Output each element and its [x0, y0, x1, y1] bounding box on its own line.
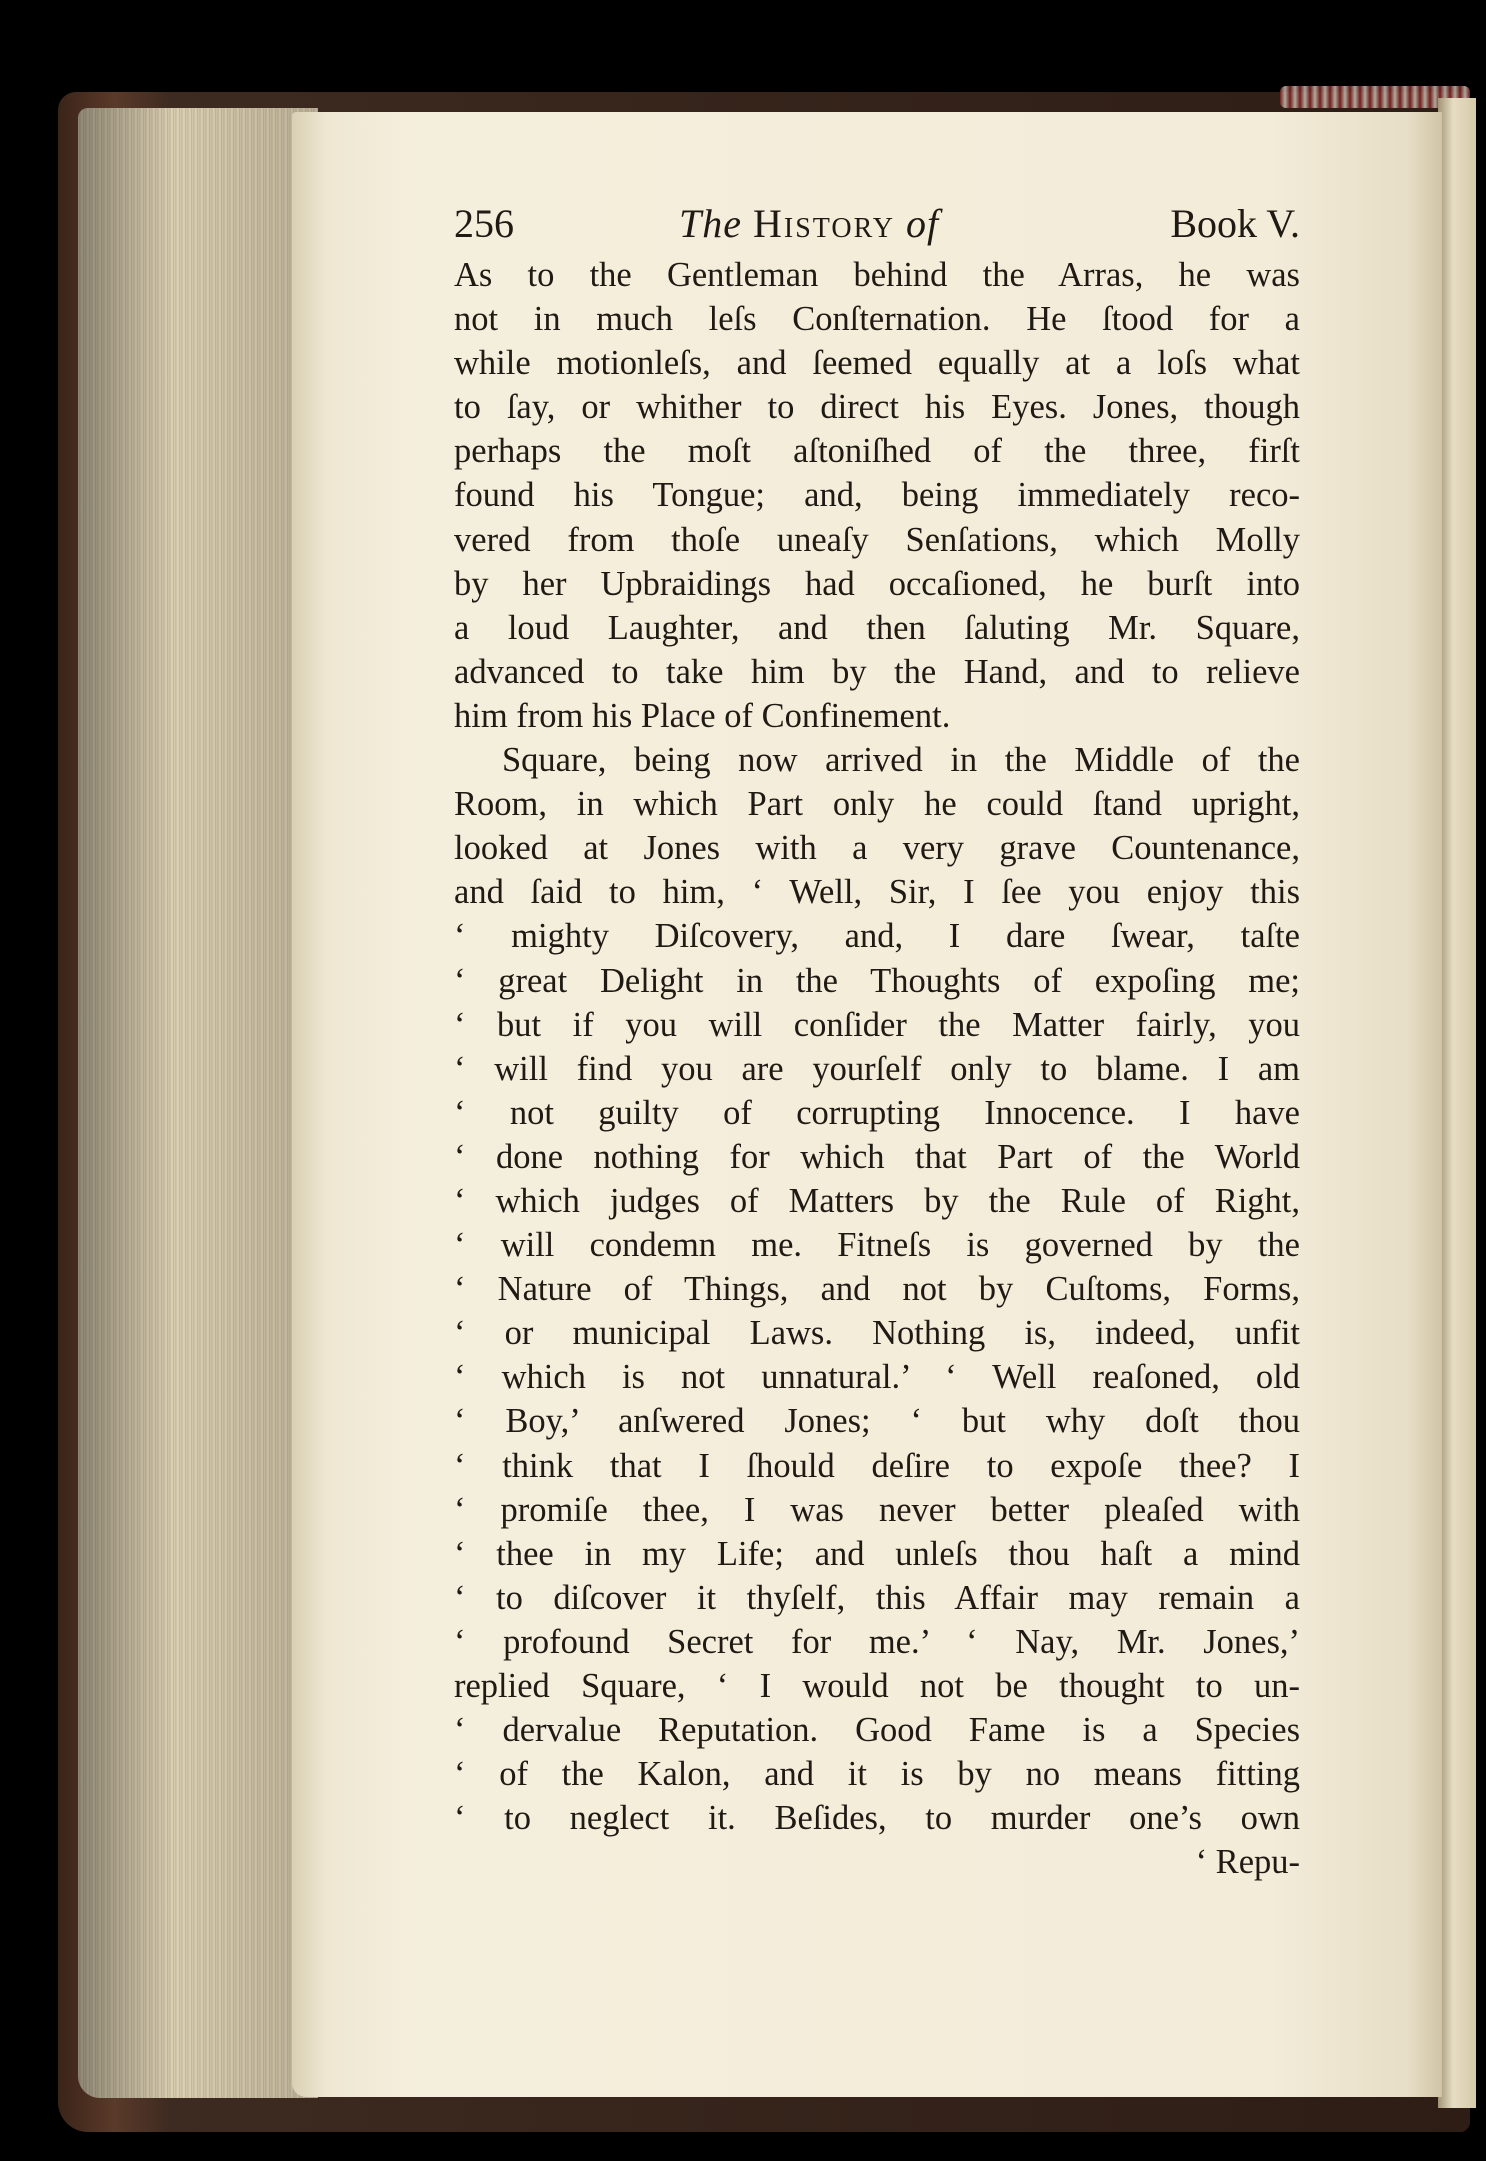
text-line: ‘ will find you are yourſelf only to blame. I am — [454, 1049, 1300, 1088]
text-line: ‘ of the Kalon, and it is by no means fitting — [454, 1755, 1300, 1794]
text-line: perhaps the moſt aſtoniſhed of the three, firſt — [454, 432, 1300, 471]
text-line: ‘ great Delight in the Thoughts of expoſing me; — [454, 961, 1300, 1000]
text-line: and ſaid to him, ‘ Well, Sir, I ſee you enjoy this — [454, 873, 1300, 912]
text-line: ‘ done nothing for which that Part of the World — [454, 1137, 1300, 1176]
text-line: ‘ not guilty of corrupting Innocence. I have — [454, 1093, 1300, 1132]
text-line: him from his Place of Confinement. — [454, 696, 951, 735]
text-line: ‘ which judges of Matters by the Rule of Right, — [454, 1181, 1300, 1220]
text-line: ‘ profound Secret for me.’ ‘ Nay, Mr. Jones,’ — [454, 1622, 1300, 1661]
body-text — [454, 253, 1300, 1884]
text-line: ‘ or municipal Laws. Nothing is, indeed, unfit — [454, 1314, 1300, 1353]
page-text-block — [454, 195, 1300, 1884]
running-title — [679, 195, 939, 253]
text-line: advanced to take him by the Hand, and to relieve — [454, 652, 1300, 691]
text-line: ‘ Nature of Things, and not by Cuſtoms, Forms, — [454, 1270, 1300, 1309]
facing-page-edge — [1438, 98, 1476, 2108]
page-number: 256 — [454, 201, 514, 246]
fore-edge-shadow — [78, 108, 318, 2098]
text-line: ‘ think that I ſhould deſire to expoſe thee? I — [454, 1446, 1300, 1485]
running-head — [454, 195, 1300, 253]
text-line: found his Tongue; and, being immediately reco- — [454, 476, 1300, 515]
running-title-main: History — [753, 201, 895, 246]
text-line: ‘ promiſe thee, I was never better pleaſed with — [454, 1490, 1300, 1529]
text-line: not in much leſs Conſternation. He ſtood for a — [454, 300, 1300, 339]
text-line: replied Square, ‘ I would not be thought to un- — [454, 1667, 1300, 1705]
text-line: a loud Laughter, and then ſaluting Mr. Square, — [454, 608, 1300, 647]
text-line: ‘ mighty Diſcovery, and, I dare ſwear, taſte — [454, 917, 1300, 956]
text-line: to ſay, or whither to direct his Eyes. Jones, though — [454, 388, 1300, 427]
text-line: ‘ to neglect it. Beſides, to murder one’s own — [454, 1799, 1300, 1838]
text-line: ‘ thee in my Life; and unleſs thou haſt a mind — [454, 1534, 1300, 1573]
text-line: while motionleſs, and ſeemed equally at a loſs what — [454, 344, 1300, 383]
text-line: vered from thoſe uneaſy Senſations, which Molly — [454, 520, 1300, 559]
text-line: looked at Jones with a very grave Countenance, — [454, 829, 1300, 868]
running-title-prefix: The — [679, 201, 742, 246]
text-line: ‘ will condemn me. Fitneſs is governed by the — [454, 1226, 1300, 1265]
book-reference: Book V. — [1170, 201, 1300, 246]
text-line: ‘ which is not unnatural.’ ‘ Well reaſoned, old — [454, 1358, 1300, 1397]
catchword: ‘ Repu- — [1195, 1843, 1300, 1882]
text-line: ‘ to diſcover it thyſelf, this Affair may remain a — [454, 1578, 1300, 1617]
text-line: Square, being now arrived in the Middle of the — [502, 741, 1300, 780]
running-title-suffix: of — [905, 201, 940, 246]
text-line: ‘ Boy,’ anſwered Jones; ‘ but why doſt thou — [454, 1402, 1300, 1441]
text-line: As to the Gentleman behind the Arras, he was — [454, 256, 1300, 294]
text-line: by her Upbraidings had occaſioned, he burſt into — [454, 564, 1300, 603]
text-line: ‘ dervalue Reputation. Good Fame is a Species — [454, 1711, 1300, 1750]
text-line: Room, in which Part only he could ſtand upright, — [454, 785, 1300, 824]
text-line: ‘ but if you will conſider the Matter fairly, you — [454, 1005, 1300, 1044]
